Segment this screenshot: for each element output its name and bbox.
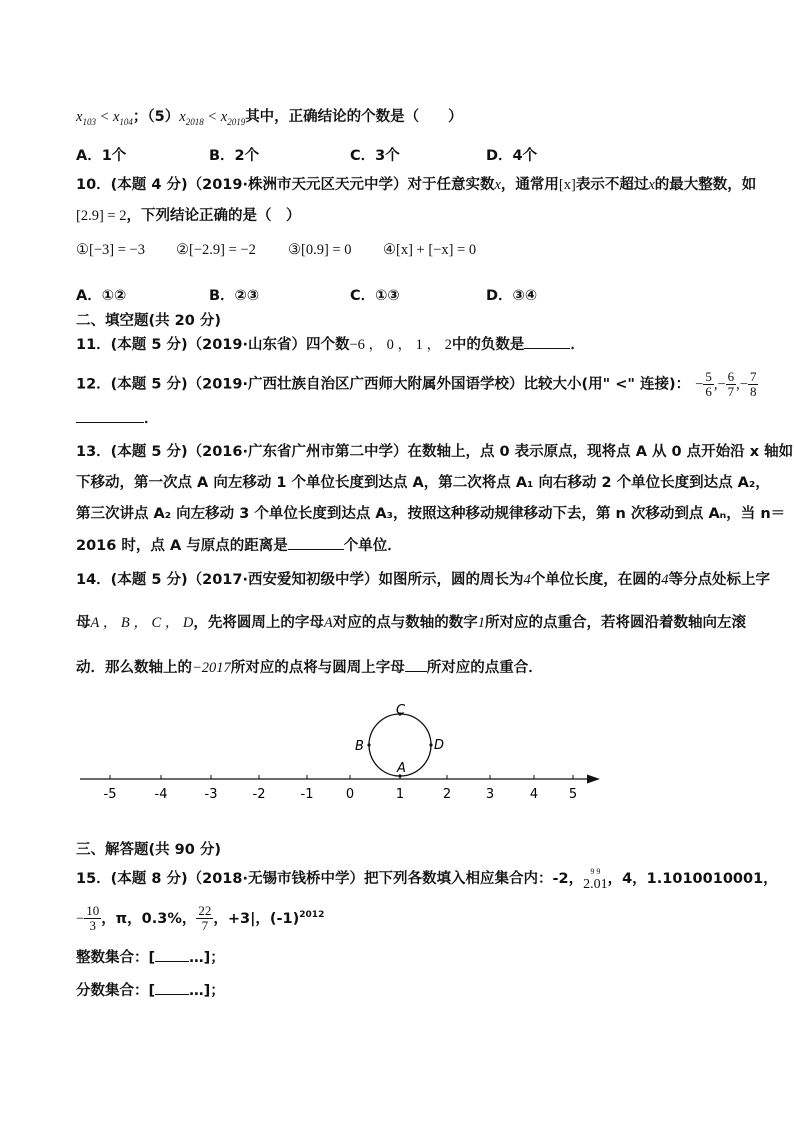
q10-option-d: D．③④: [486, 288, 538, 304]
q13-line3: 第三次讲点 A₂ 向左移动 3 个单位长度到达点 A₃，按照这种移动规律移动下去，第 n 次移动到点 Aₙ，当 n＝: [76, 506, 786, 522]
q15-line1: 15．(本题 8 分)（2018·无锡市钱桥中学）把下列各数填入相应集合内：-2， 9 9 2.01 ，4，1.1010010001，: [76, 867, 778, 892]
q10-stem-line1: 10．(本题 4 分)（2019·株洲市天元区天元中学）对于任意实数x，通常用[x]表示不超过x的最大整数，如: [76, 177, 757, 193]
tick-label: 5: [568, 787, 578, 802]
q9-option-c: C．3个: [350, 148, 400, 164]
repeating-decimal: 9 9 2.01: [583, 867, 608, 892]
circle-point-d: [429, 743, 432, 746]
q14-line2: 母A ， B ， C ， D，先将圆周上的字母A对应的点与数轴的数字1所对应的点重合，若将圆沿着数轴向左滚: [76, 615, 746, 631]
q15-line2: − $\frac{10}{3}$ ，π，0.3%， $\frac{22}{7}$ ，+3|，$(-1)^{2012}$: [76, 903, 325, 934]
q15-integer-set: 整数集合：[ …]；: [76, 947, 225, 969]
q14-line1: 14．(本题 5 分)（2017·西安爱知初级中学）如图所示，圆的周长为4个单位长度，在圆的4等分点处标上字: [76, 572, 770, 588]
fraction: $\frac{7}{8}$: [749, 369, 757, 399]
tick-label: -1: [300, 787, 314, 802]
circle-label-a: A: [397, 761, 406, 776]
q12-answer-blank: [76, 408, 144, 423]
tick-label: 4: [529, 787, 539, 802]
fraction-set-blank: [155, 980, 189, 995]
tick-label: 3: [485, 787, 495, 802]
q10-statement-4: ④[x] + [−x] = 0: [383, 242, 477, 258]
axis-arrow-icon: [587, 775, 600, 784]
q13-line1: 13．(本题 5 分)（2016·广东省广州市第二中学）在数轴上，点 0 表示原点，现将点 A 从 0 点开始沿 x 轴如: [76, 444, 794, 460]
circle-label-d: D: [434, 738, 445, 753]
q10-statement-2: ②[−2.9] = −2: [176, 242, 256, 258]
q14-line3: 动．那么数轴上的−2017所对应的点将与圆周上字母 所对应的点重合．: [76, 657, 543, 679]
q9-option-d: D．4个: [486, 148, 538, 164]
section-fill-in-title: 二、填空题(共 20 分): [76, 313, 222, 329]
tick-label: -2: [252, 787, 266, 802]
q11-answer-blank: [524, 334, 570, 349]
q14-answer-blank: [405, 657, 427, 672]
q9-option-a: A．1个: [76, 148, 127, 164]
q13-line4: 2016 时，点 A 与原点的距离是 个单位．: [76, 535, 402, 557]
section-answer-title: 三、解答题(共 90 分): [76, 842, 222, 858]
q12-answer-line: ．: [76, 408, 159, 430]
fraction: $\frac{22}{7}$: [198, 903, 212, 934]
q10-statement-1: ①[−3] = −3: [76, 242, 145, 258]
tick-label: -4: [154, 787, 168, 802]
circle-label-b: B: [355, 739, 364, 754]
integer-set-blank: [155, 947, 189, 962]
q10-option-b: B．②③: [209, 288, 260, 304]
tick-label: 1: [395, 787, 405, 802]
q10-statement-3: ③[0.9] = 0: [288, 242, 352, 258]
tick-label: -3: [204, 787, 218, 802]
q13-line2: 下移动，第一次点 A 向左移动 1 个单位长度到达点 A，第二次将点 A₁ 向右移动 2 个单位长度到达点 A₂，: [76, 475, 770, 491]
fraction: $\frac{10}{3}$: [86, 903, 100, 934]
q10-option-c: C．①③: [350, 288, 400, 304]
tick-label: 2: [442, 787, 452, 802]
circle-label-c: C: [396, 703, 406, 718]
q10-option-a: A．①②: [76, 288, 127, 304]
circle-point-b: [367, 743, 370, 746]
q9-option-b: B．2个: [209, 148, 260, 164]
number-line-figure: [70, 695, 610, 815]
q15-fraction-set: 分数集合：[ …]；: [76, 980, 225, 1002]
q10-stem-line2: [2.9] = 2，下列结论正确的是（ ）: [76, 208, 301, 224]
q13-answer-blank: [288, 535, 344, 550]
fraction: $\frac{6}{7}$: [727, 369, 735, 399]
tick-label: -5: [103, 787, 117, 802]
tick-label: 0: [345, 787, 355, 802]
q11-line: 11．(本题 5 分)（2019·山东省）四个数−6 ， 0 ， 1 ， 2中的负数是 ．: [76, 334, 585, 356]
q9-tail-line: $x_{103} < x_{104}$；$(5)x_{2018} < x_{2019}$其中，正确结论的个数是（ ）: [76, 109, 463, 127]
q12-line: 12．(本题 5 分)（2019·广西壮族自治区广西师大附属外国语学校）比较大小(用" <" 连接)： − $\frac{5}{6}$ ,− $\frac{6}{7}$ ,− $\frac{7}{8}$: [76, 369, 757, 399]
fraction: $\frac{5}{6}$: [705, 369, 712, 399]
